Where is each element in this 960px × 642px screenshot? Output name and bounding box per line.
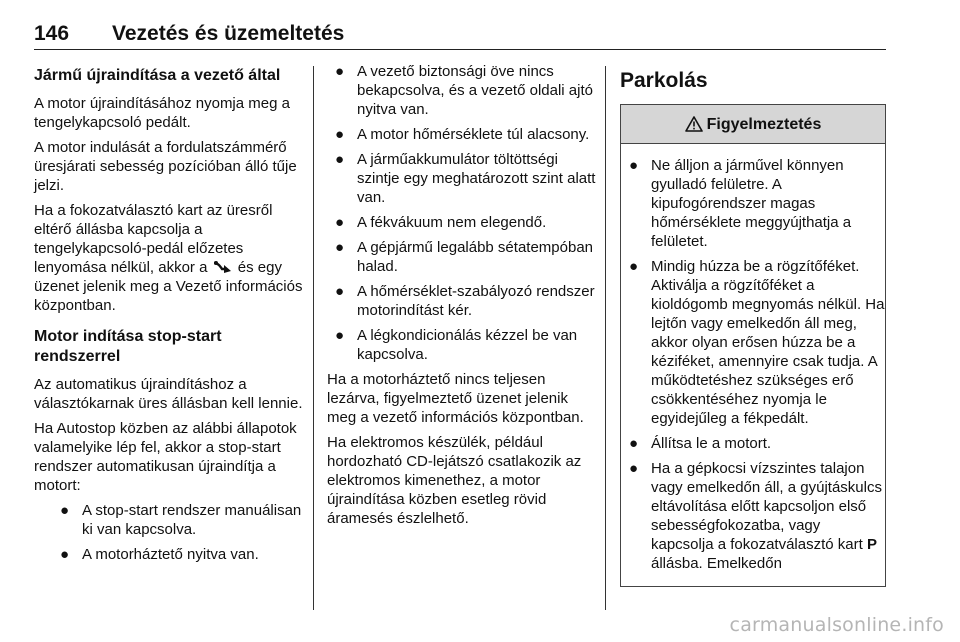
list-item-text: A motorháztető nyitva van.: [82, 546, 259, 563]
bullet-icon: ●: [335, 239, 345, 256]
list-item-text: A gépjármű legalább sétatempóban halad.: [357, 239, 594, 275]
column-middle: [327, 62, 597, 534]
list-item-text: A vezető biztonsági öve nincs bekapcsolva, és a vezető oldali ajtó nyitva van.: [357, 63, 593, 118]
bullet-icon: ●: [335, 283, 345, 300]
list-item: [621, 459, 885, 573]
stop-start-indicator-icon: [212, 260, 234, 274]
list-item: [327, 150, 597, 207]
column-divider: [313, 66, 314, 610]
list-item: [621, 156, 885, 251]
list-item-text: A légkondicionálás kézzel be van kapcsolva.: [357, 327, 578, 363]
list-item: [34, 545, 306, 564]
bullet-icon: ●: [335, 126, 345, 143]
warning-header: [621, 105, 885, 144]
condition-list-continued: [327, 62, 597, 364]
list-item-text: A hőmérséklet-szabályozó rendszer motorindítást kér.: [357, 283, 595, 319]
list-item-text: Ha a gépkocsi vízszintes talajon vagy emelkedőn áll, a gyújtáskulcs eltávolítása előtt kapcsoljon első sebességfokozatba, vagy kapcsolja a fokozatválasztó kart: [651, 460, 882, 553]
bullet-icon: ●: [629, 460, 639, 477]
paragraph: Ha Autostop közben az alábbi állapotok valamelyike lép fel, akkor a stop-start rendszer automatikusan újraindítja a motort:: [34, 420, 297, 494]
watermark: carmanualsonline.info: [729, 614, 944, 636]
list-item: [327, 62, 597, 119]
warning-box: [620, 104, 886, 587]
paragraph: Az automatikus újraindításhoz a választókarnak üres állásban kell lennie.: [34, 376, 303, 412]
heading-restart-by-driver: Jármű újraindítása a vezető által: [34, 67, 281, 84]
list-item-text: A fékvákuum nem elegendő.: [357, 214, 547, 231]
bullet-icon: ●: [335, 151, 345, 168]
heading-stop-start: Motor indítása stop-start rendszerrel: [34, 328, 222, 365]
bullet-icon: ●: [335, 327, 345, 344]
bullet-icon: ●: [335, 63, 345, 80]
bullet-icon: ●: [60, 502, 70, 519]
column-left: [34, 62, 306, 570]
column-right: [620, 62, 886, 587]
bullet-icon: ●: [629, 258, 639, 275]
paragraph-text: és egy üzenet jelenik meg a Vezető információs központban.: [34, 259, 303, 314]
bullet-icon: ●: [60, 546, 70, 563]
list-item-text: A stop-start rendszer manuálisan ki van kapcsolva.: [82, 502, 302, 538]
list-item: [621, 434, 885, 453]
warning-list: [621, 156, 885, 573]
paragraph-text: Ha a fokozatválasztó kart az üresről eltérő állásba kapcsolja a tengelykapcsoló-pedál előzetes lenyomása nélkül, akkor a: [34, 202, 273, 276]
paragraph: A motor indulását a fordulatszámmérő üresjárati sebesség pozícióban álló tűje jelzi.: [34, 139, 297, 194]
running-title: Vezetés és üzemeltetés: [112, 22, 345, 45]
paragraph-with-icon: [34, 201, 306, 315]
list-item-text: Mindig húzza be a rögzítőféket. Aktiválja a rögzítőféket a kioldógomb megnyomás nélkül. Ha lejtőn vagy emelkedőn áll meg, akkor olyan erősen húzza be a kéziféket, amennyire csak tudja. A működtetéshez szükséges erő csökkentéséhez nyomja le egyidejűleg a fékpedált.: [651, 258, 885, 427]
list-item-text: Ne álljon a járművel könnyen gyulladó felületre. A kipufogórendszer magas hőmérséklete meggyújthatja a felületet.: [651, 157, 852, 250]
list-item-text: A motor hőmérséklete túl alacsony.: [357, 126, 590, 143]
warning-triangle-icon: [685, 116, 703, 132]
page-header: [34, 22, 886, 52]
paragraph: Ha elektromos készülék, például hordozható CD-lejátszó csatlakozik az elektromos kimenethez, a motor újraindítása közben esetleg rövid áramesés észlelhető.: [327, 434, 582, 527]
paragraph: Ha a motorháztető nincs teljesen lezárva, figyelmeztető üzenet jelenik meg a vezető információs központban.: [327, 371, 584, 426]
bullet-icon: ●: [335, 214, 345, 231]
list-item: [621, 257, 885, 428]
list-item-text: állásba. Emelkedőn: [651, 555, 782, 572]
section-title: Parkolás: [620, 69, 708, 92]
list-item-text: Állítsa le a motort.: [651, 435, 772, 452]
list-item: [327, 213, 597, 232]
page-number: 146: [34, 22, 70, 45]
condition-list: [34, 501, 306, 564]
list-item-text: A járműakkumulátor töltöttségi szintje egy meghatározott szint alatt van.: [357, 151, 596, 206]
list-item: [327, 282, 597, 320]
list-item: [327, 238, 597, 276]
bullet-icon: ●: [629, 157, 639, 174]
warning-title: Figyelmeztetés: [706, 115, 822, 133]
header-rule: [34, 49, 886, 50]
column-divider: [605, 66, 606, 610]
list-item: [327, 326, 597, 364]
warning-body: [621, 144, 885, 586]
paragraph: A motor újraindításához nyomja meg a tengelykapcsoló pedált.: [34, 95, 290, 131]
bullet-icon: ●: [629, 435, 639, 452]
list-item: [327, 125, 597, 144]
list-item: [34, 501, 306, 539]
gear-position-p: P: [866, 536, 877, 553]
